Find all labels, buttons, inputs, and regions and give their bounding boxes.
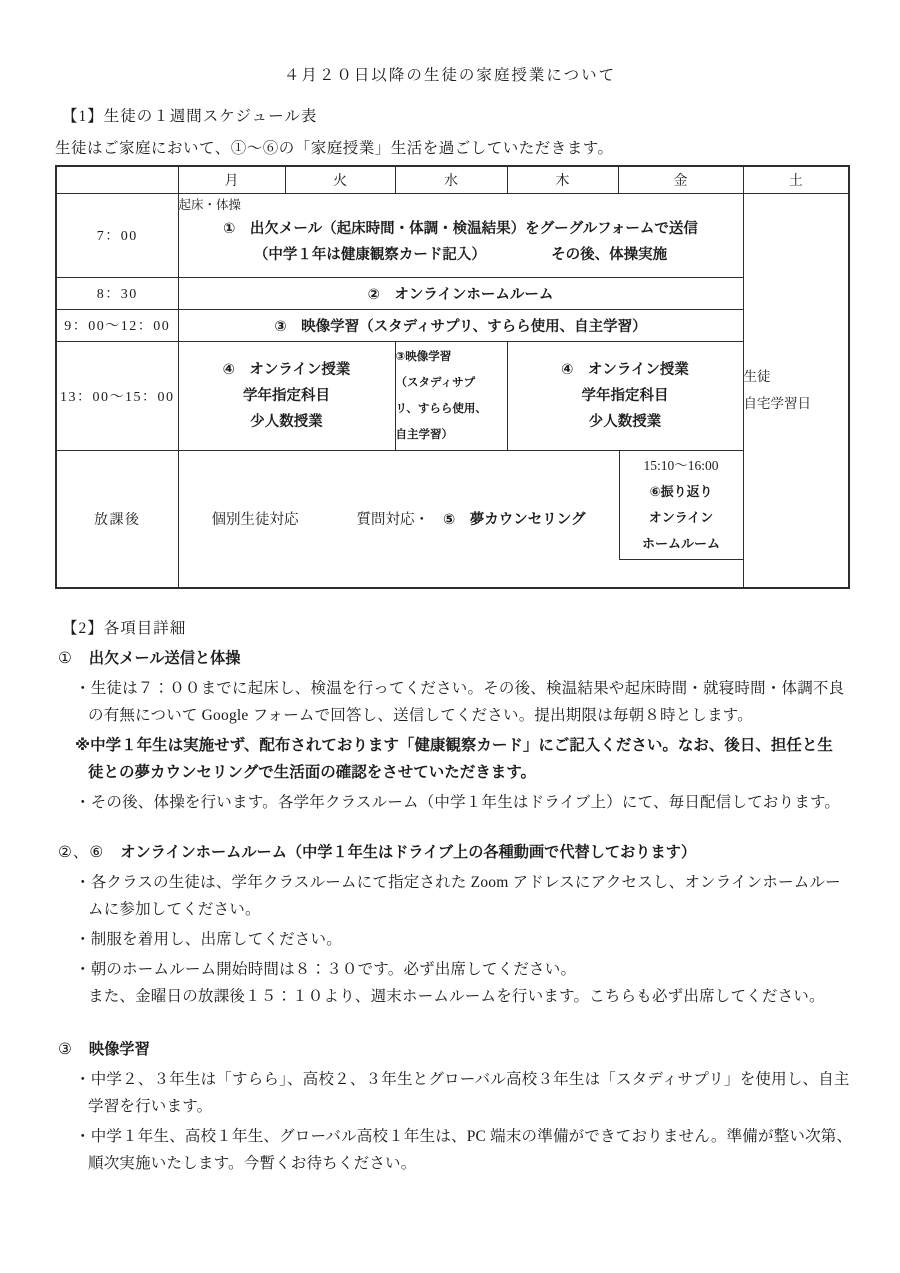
item3-para1: ・中学２、３年生は「すらら」、高校２、３年生とグローバル高校３年生は「スタディサプリ」を使用し、自主 学習を行います。 [75, 1071, 850, 1115]
day-header-mon: 月 [178, 166, 285, 193]
schedule-intro: 生徒はご家庭において、①～⑥の「家庭授業」生活を過ごしていただきます。 [55, 140, 614, 157]
time-label-700: 7：00 [56, 193, 178, 277]
time-label-900-1200: 9：00～12：00 [56, 309, 178, 341]
item3-title: 映像学習 [88, 1041, 150, 1058]
item1-title: 出欠メール送信と体操 [88, 650, 241, 667]
section1-heading: 【1】生徒の１週間スケジュール表 [62, 108, 318, 125]
table-header-row [56, 166, 849, 193]
cell-video-study-wed: ③映像学習 （スタディサプ リ、すらら使用、 自主学習） [395, 341, 507, 450]
cell-online-class-thu-fri: ④ オンライン授業 学年指定科目 少人数授業 [507, 341, 743, 450]
item2-para3: ・朝のホームルーム開始時間は８：３０です。必ず出席してください。 また、金曜日の放課後１５：１０より、週末ホームルームを行います。こちらも必ず出席してください。 [75, 961, 825, 1005]
row-video-study [56, 309, 849, 341]
item1-number: ① [58, 650, 73, 667]
item1-para2-note: ※中学１年生は実施せず、配布されております「健康観察カード」にご記入ください。なお、後日、担任と生 徒との夢カウンセリングで生活面の確認をさせていただきます。 [75, 737, 833, 781]
item3-number: ③ [58, 1041, 73, 1058]
item2-title: オンラインホームルーム（中学１年生はドライブ上の各種動画で代替しております） [120, 844, 697, 861]
row-homeroom [56, 277, 849, 309]
row-after-school [56, 450, 849, 588]
page-title: ４月２０日以降の生徒の家庭授業について [283, 67, 617, 84]
item1-para1: ・生徒は７：００までに起床し、検温を行ってください。その後、検温結果や起床時間・就寝時間・体調不良 の有無について Google フォームで回答し、送信してください。提出期限は毎朝８時とします。 [75, 680, 845, 724]
section2-heading: 【2】各項目詳細 [62, 620, 187, 637]
day-header-thu: 木 [507, 166, 618, 193]
weekly-schedule-table [55, 165, 850, 589]
section2-details [55, 615, 870, 1177]
time-label-830: 8：30 [56, 277, 178, 309]
cell-after-school [178, 450, 743, 588]
item2-number: ②、⑥ [58, 844, 105, 861]
time-label-after-school: 放課後 [56, 450, 178, 588]
day-header-fri: 金 [618, 166, 743, 193]
cell-video-study: ③ 映像学習（スタディサプリ、すらら使用、自主学習） [178, 309, 743, 341]
item2-heading [58, 839, 870, 866]
item3-heading [58, 1036, 870, 1063]
row-afternoon [56, 341, 849, 450]
attendance-mail-line: ① 出欠メール（起床時間・体調・検温結果）をグーグルフォームで送信 [223, 220, 698, 237]
day-header-tue: 火 [285, 166, 395, 193]
cell-online-class-mon-tue: ④ オンライン授業 学年指定科目 少人数授業 [178, 341, 395, 450]
after-school-text [179, 451, 619, 588]
row-morning [56, 193, 849, 277]
item1-heading [58, 645, 870, 672]
cell-morning-routine [178, 193, 743, 277]
corner-cell [56, 166, 178, 193]
item2-para1: ・各クラスの生徒は、学年クラスルームにて指定された Zoom アドレスにアクセスし、オンラインホームルー ムに参加してください。 [75, 874, 841, 918]
friday-homeroom-box: 15:10～16:00 ⑥振り返り オンライン ホームルーム [619, 451, 743, 560]
cell-online-homeroom: ② オンラインホームルーム [178, 277, 743, 309]
individual-support-label: 個別生徒対応 質問対応・ [211, 512, 429, 529]
item3-para2: ・中学１年生、高校１年生、グローバル高校１年生は、PC 端末の準備ができておりません。準備が整い次第、 順次実施いたします。今暫くお待ちください。 [75, 1128, 853, 1172]
day-header-sat: 土 [743, 166, 849, 193]
time-label-1300-1500: 13：00～15：00 [56, 341, 178, 450]
day-header-wed: 水 [395, 166, 507, 193]
dream-counseling-label: ⑤ 夢カウンセリング [443, 512, 586, 529]
wake-exercise-label: 起床・体操 [178, 197, 242, 212]
health-card-line: （中学１年は健康観察カード記入） その後、体操実施 [253, 246, 668, 263]
item1-para3: ・その後、体操を行います。各学年クラスルーム（中学１年生はドライブ上）にて、毎日配信しております。 [75, 794, 841, 811]
item2-para2: ・制服を着用し、出席してください。 [75, 931, 342, 948]
cell-saturday-selfstudy: 生徒 自宅学習日 [743, 193, 849, 588]
